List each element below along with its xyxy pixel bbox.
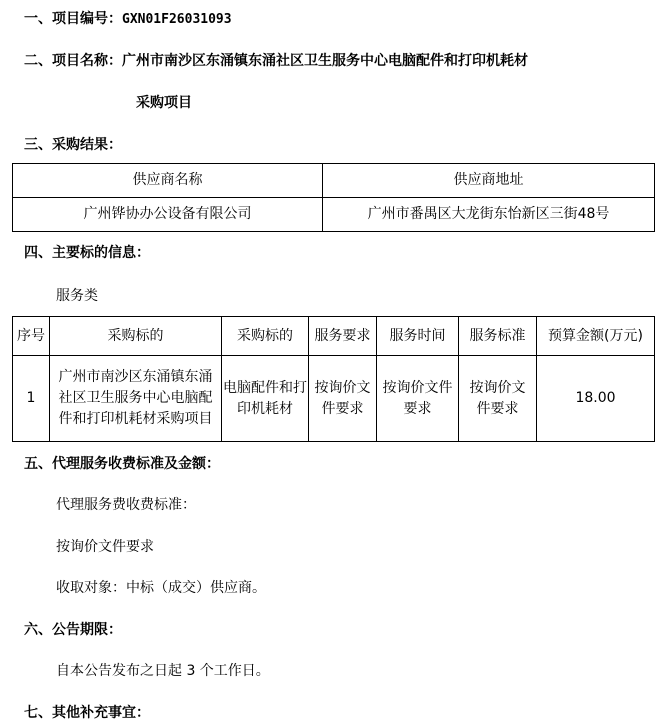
section-7-label: 七、其他补充事宜： xyxy=(24,705,150,721)
table-row xyxy=(13,356,655,442)
project-name-line-2: 采购项目 xyxy=(136,95,192,111)
section-4-label: 四、主要标的信息： xyxy=(24,245,150,261)
header-item: 采购标的 xyxy=(50,317,222,356)
section-6-label: 六、公告期限： xyxy=(24,622,122,638)
row-item: 广州市南沙区东涌镇东涌社区卫生服务中心电脑配件和打印机耗材采购项目 xyxy=(50,356,222,442)
section-1-label: 一、项目编号： xyxy=(24,11,122,27)
fee-standard-text: 按询价文件要求 xyxy=(56,539,154,555)
header-no: 序号 xyxy=(13,317,50,356)
row-requirement: 按询价文件要求 xyxy=(309,356,377,442)
subject-table xyxy=(12,316,655,442)
supplier-table-header xyxy=(13,164,655,198)
fee-standard-label: 代理服务费收费标准： xyxy=(56,497,196,513)
section-3-label: 三、采购结果： xyxy=(24,137,122,153)
section-2-label: 二、项目名称： xyxy=(24,53,122,69)
row-time: 按询价文件要求 xyxy=(377,356,459,442)
header-supplier-name: 供应商名称 xyxy=(13,164,323,198)
section-1-heading xyxy=(24,8,232,28)
supplier-name: 广州铧协办公设备有限公司 xyxy=(13,198,323,232)
header-supplier-address: 供应商地址 xyxy=(323,164,655,198)
header-subject: 采购标的 xyxy=(222,317,309,356)
category-text: 服务类 xyxy=(56,288,98,304)
table-row xyxy=(13,198,655,232)
supplier-address: 广州市番禺区大龙街东怡新区三街48号 xyxy=(323,198,655,232)
supplier-table xyxy=(12,163,655,232)
notice-period-text: 自本公告发布之日起 3 个工作日。 xyxy=(56,663,270,679)
project-number: GXN01F26031093 xyxy=(122,12,232,27)
fee-payer-text: 收取对象：中标（成交）供应商。 xyxy=(56,580,266,596)
row-subject: 电脑配件和打印机耗材 xyxy=(222,356,309,442)
row-budget: 18.00 xyxy=(537,356,655,442)
header-budget: 预算金额(万元) xyxy=(537,317,655,356)
section-2-heading xyxy=(24,50,528,70)
row-standard: 按询价文件要求 xyxy=(459,356,537,442)
subject-table-header xyxy=(13,317,655,356)
header-requirement: 服务要求 xyxy=(309,317,377,356)
project-name-line-1: 广州市南沙区东涌镇东涌社区卫生服务中心电脑配件和打印机耗材 xyxy=(122,53,528,69)
header-standard: 服务标准 xyxy=(459,317,537,356)
row-no: 1 xyxy=(13,356,50,442)
header-time: 服务时间 xyxy=(377,317,459,356)
section-5-label: 五、代理服务收费标准及金额： xyxy=(24,456,220,472)
